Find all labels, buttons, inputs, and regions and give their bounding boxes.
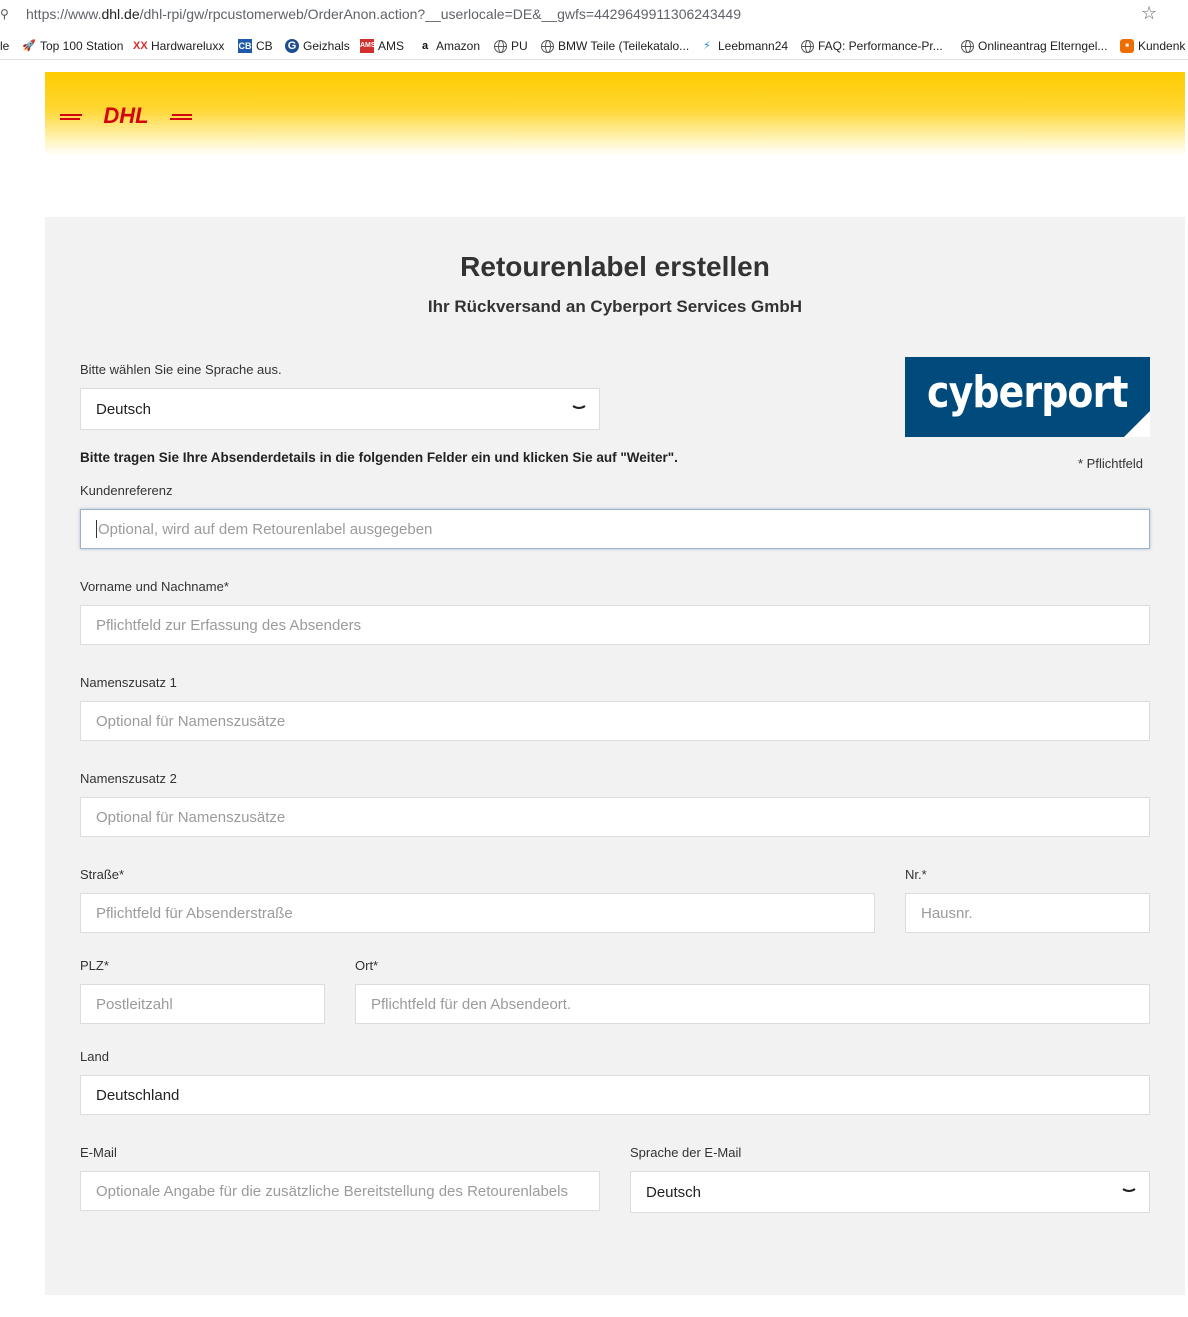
bookmark-leebmann24[interactable]: ⚡ Leebmann24 <box>700 39 788 53</box>
bookmark-pu[interactable]: PU <box>494 39 528 53</box>
bookmark-ams[interactable]: AMS AMS <box>360 39 405 53</box>
site-info-icon[interactable]: ⚲ <box>0 7 9 21</box>
bookmark-top100[interactable]: 🚀 Top 100 Station <box>22 39 124 53</box>
page-title: Retourenlabel erstellen <box>460 251 770 282</box>
strasse-label: Straße* <box>80 867 125 882</box>
xx-icon: XX <box>133 40 148 52</box>
bookmarks-bar <box>0 36 1188 60</box>
orange-icon: ■ <box>1120 39 1134 53</box>
dhl-logo-text: DHL <box>103 106 149 126</box>
hausnr-label: Nr.* <box>905 867 927 882</box>
bookmark-onlineantrag[interactable]: Onlineantrag Elterngel... <box>961 39 1107 53</box>
bookmark-hardwareluxx[interactable]: XX Hardwareluxx <box>133 39 225 53</box>
dhl-header <box>45 72 1185 156</box>
url-text[interactable]: https://www.dhl.de/dhl-rpi/gw/rpcustomerweb/OrderAnon.action?__userlocale=DE&__gwfs=4429649911306243449 <box>26 6 741 22</box>
page-subtitle: Ihr Rückversand an Cyberport Services GmbH <box>427 297 803 316</box>
chevron-down-icon <box>571 400 587 416</box>
bookmark-star-icon[interactable]: ☆ <box>1141 3 1158 23</box>
globe-icon <box>494 40 507 53</box>
language-select-value: Deutsch <box>96 400 152 418</box>
return-label-form <box>45 217 1185 1295</box>
strasse-input[interactable]: Pflichtfeld für Absenderstraße <box>80 893 875 933</box>
namenszusatz2-label: Namenszusatz 2 <box>80 771 177 786</box>
leebmann-icon: ⚡ <box>703 40 711 52</box>
bookmark-cb[interactable]: CB CB <box>238 39 273 53</box>
land-input[interactable]: Deutschland <box>80 1075 1150 1115</box>
kundenreferenz-label: Kundenreferenz <box>80 483 173 498</box>
bookmark-faq-performance[interactable]: FAQ: Performance-Pr... <box>801 39 943 53</box>
namenszusatz1-label: Namenszusatz 1 <box>80 675 177 690</box>
language-select-label: Bitte wählen Sie eine Sprache aus. <box>80 362 282 377</box>
namenszusatz2-input[interactable]: Optional für Namenszusätze <box>80 797 1150 837</box>
cb-icon: CB <box>238 41 252 51</box>
bookmark-kundenk[interactable]: ■ Kundenk <box>1120 39 1185 53</box>
kundenreferenz-input[interactable]: Optional, wird auf dem Retourenlabel ausgegeben <box>80 509 1150 549</box>
bookmark-geizhals[interactable]: G Geizhals <box>285 39 350 53</box>
browser-address-bar[interactable] <box>0 0 1188 30</box>
globe-icon <box>541 40 554 53</box>
required-note: * Pflichtfeld <box>1078 456 1144 471</box>
globe-icon <box>961 40 974 53</box>
bookmark-amazon[interactable]: a Amazon <box>418 39 480 53</box>
name-input[interactable]: Pflichtfeld zur Erfassung des Absenders <box>80 605 1150 645</box>
email-language-label: Sprache der E-Mail <box>630 1145 742 1160</box>
ort-input[interactable]: Pflichtfeld für den Absendeort. <box>355 984 1150 1024</box>
land-label: Land <box>80 1049 109 1064</box>
chevron-down-icon <box>1121 1183 1137 1199</box>
bookmark-bmw-teile[interactable]: BMW Teile (Teilekatalo... <box>541 39 689 53</box>
amazon-icon: a <box>421 40 429 52</box>
language-select[interactable] <box>80 388 600 430</box>
plz-label: PLZ* <box>80 958 109 973</box>
g-icon: G <box>285 39 299 53</box>
ort-label: Ort* <box>355 958 379 973</box>
ams-icon: AMS <box>360 39 374 53</box>
email-input[interactable]: Optionale Angabe für die zusätzliche Bereitstellung des Retourenlabels <box>80 1171 600 1211</box>
email-language-select[interactable]: Deutsch <box>630 1171 1150 1213</box>
globe-icon <box>801 40 814 53</box>
email-label: E-Mail <box>80 1145 117 1160</box>
hausnr-input[interactable]: Hausnr. <box>905 893 1150 933</box>
namenszusatz1-input[interactable]: Optional für Namenszusätze <box>80 701 1150 741</box>
name-label: Vorname und Nachname* <box>80 579 229 594</box>
rocket-icon: 🚀 <box>22 40 36 52</box>
cyberport-logo: cyberport <box>905 357 1150 437</box>
bookmark-item[interactable]: le <box>0 39 10 53</box>
instructions-text: Bitte tragen Sie Ihre Absenderdetails in die folgenden Felder ein und klicken Sie auf "Weiter". <box>80 450 678 465</box>
dhl-logo[interactable] <box>60 106 192 126</box>
plz-input[interactable]: Postleitzahl <box>80 984 325 1024</box>
